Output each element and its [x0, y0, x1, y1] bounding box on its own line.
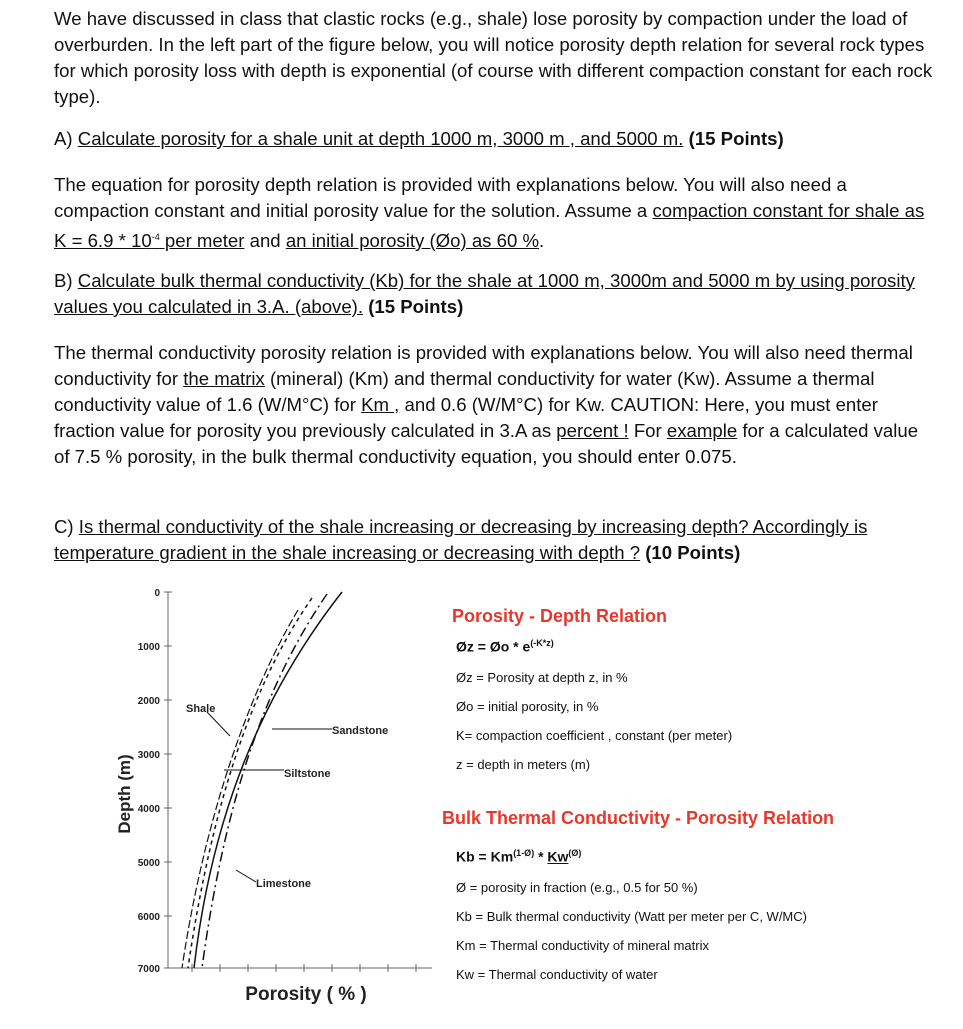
porosity-depth-plot: [112, 584, 438, 1024]
part-b-desc-4: For: [628, 420, 667, 441]
initial-porosity: an initial porosity (Øo) as 60 %: [285, 230, 540, 252]
part-a-points: (15 Points): [688, 128, 784, 149]
conductivity-def-4: Kw = Thermal conductivity of water: [456, 967, 658, 982]
porosity-relation-title: Porosity - Depth Relation: [452, 606, 668, 626]
conductivity-def-2: Kb = Bulk thermal conductivity (Watt per meter per C, W/MC): [456, 909, 807, 924]
porosity-depth-figure: [112, 584, 438, 1024]
part-b-text: Calculate bulk thermal conductivity (Kb) for the shale at 1000 m, 3000m and 5000 m by using porosity values you calculated in 3.A. (above).: [54, 270, 915, 317]
part-a-question: [54, 126, 934, 152]
porosity-def-1: Øz = Porosity at depth z, in %: [456, 670, 628, 685]
part-b-label: B): [54, 270, 73, 291]
porosity-def-4: z = depth in meters (m): [456, 757, 591, 772]
conductivity-def-3: Km = Thermal conductivity of mineral matrix: [456, 938, 709, 953]
part-c-label: C): [54, 516, 74, 537]
cond-eq-kw: Kw: [547, 848, 569, 865]
part-a-desc-1: The equation for porosity depth relation is provided with explanations below. You will also need a compaction constant and initial porosity value for the solution. Assume a: [54, 174, 847, 221]
cond-eq-mid: *: [534, 848, 548, 865]
part-b-desc-5: for a calculated value of 7.5 % porosity, in the bulk thermal conductivity equation, you should enter 0.075.: [54, 420, 919, 467]
porosity-eq-exp: (-K*z): [530, 638, 554, 648]
depth-tick-5000: 5000: [137, 858, 160, 869]
matrix-text: the matrix: [183, 368, 265, 389]
part-a-description: [54, 172, 934, 254]
part-a-text: Calculate porosity for a shale unit at depth 1000 m, 3000 m , and 5000 m.: [77, 128, 684, 149]
part-b-points: (15 Points): [368, 296, 464, 317]
depth-tick-7000: 7000: [137, 964, 160, 975]
porosity-def-2: Øo = initial porosity, in %: [456, 699, 599, 714]
part-b-desc-3: and 0.6 (W/M°C) for Kw. CAUTION: Here, you must enter fraction value for porosity you previously calculated in 3.A as: [54, 394, 878, 441]
cond-eq-km: Kb = Km: [456, 848, 514, 865]
conductivity-def-1: Ø = porosity in fraction (e.g., 0.5 for 50 %): [456, 880, 698, 895]
x-axis-label: Porosity ( % ): [245, 984, 367, 1005]
depth-tick-2000: 2000: [137, 696, 160, 707]
part-a-desc-2: and: [244, 230, 286, 252]
relations-panel: [440, 600, 960, 1000]
k-exponent: -4: [151, 232, 160, 242]
part-a-label: A): [54, 128, 73, 149]
percent-text: percent !: [556, 420, 629, 441]
sandstone-label: Sandstone: [332, 725, 389, 737]
conductivity-equation: [456, 848, 581, 865]
km-text: Km ,: [361, 394, 400, 415]
porosity-def-3: K= compaction coefficient , constant (per meter): [456, 728, 733, 743]
limestone-label: Limestone: [256, 878, 312, 890]
depth-tick-3000: 3000: [137, 750, 160, 761]
example-text: example: [666, 420, 738, 441]
depth-tick-1000: 1000: [137, 642, 160, 653]
part-a-desc-3: .: [539, 230, 545, 252]
siltstone-label: Siltstone: [284, 768, 331, 780]
y-axis-label: Depth (m): [115, 754, 134, 834]
cond-eq-exp2: (Ø): [568, 848, 582, 858]
k-value: compaction constant for shale as K = 6.9 * 10: [54, 200, 925, 252]
part-b-question: [54, 268, 934, 320]
part-b-description: [54, 340, 934, 470]
cond-eq-exp1: (1-Ø): [513, 848, 535, 858]
shale-label: Shale: [186, 703, 216, 715]
porosity-equation: [456, 638, 554, 655]
k-unit: per meter: [159, 230, 245, 252]
porosity-eq-lhs: Øz = Øo * e: [456, 638, 531, 655]
part-c-question: [54, 514, 934, 566]
part-c-points: (10 Points): [645, 542, 741, 563]
part-b-desc-2: (mineral) (Km) and thermal conductivity for water (Kw). Assume a thermal conductivity value of 1.6 (W/M°C) for: [54, 368, 875, 415]
intro-paragraph: We have discussed in class that clastic rocks (e.g., shale) lose porosity by compaction under the load of overburden. In the left part of the figure below, you will notice porosity depth relation for several rock types for which porosity loss with depth is exponential (of course with different compaction constant for each rock type).: [54, 8, 933, 107]
part-c-text: Is thermal conductivity of the shale increasing or decreasing by increasing depth? Accordingly is temperature gradient in the shale increasing or decreasing with depth ?: [54, 516, 868, 563]
depth-tick-6000: 6000: [137, 912, 160, 923]
conductivity-relation-title: Bulk Thermal Conductivity - Porosity Relation: [442, 808, 835, 828]
depth-tick-0: 0: [154, 588, 160, 599]
depth-tick-4000: 4000: [137, 804, 160, 815]
part-b-desc-1: The thermal conductivity porosity relation is provided with explanations below. You will also need thermal conductivity for: [54, 342, 913, 389]
